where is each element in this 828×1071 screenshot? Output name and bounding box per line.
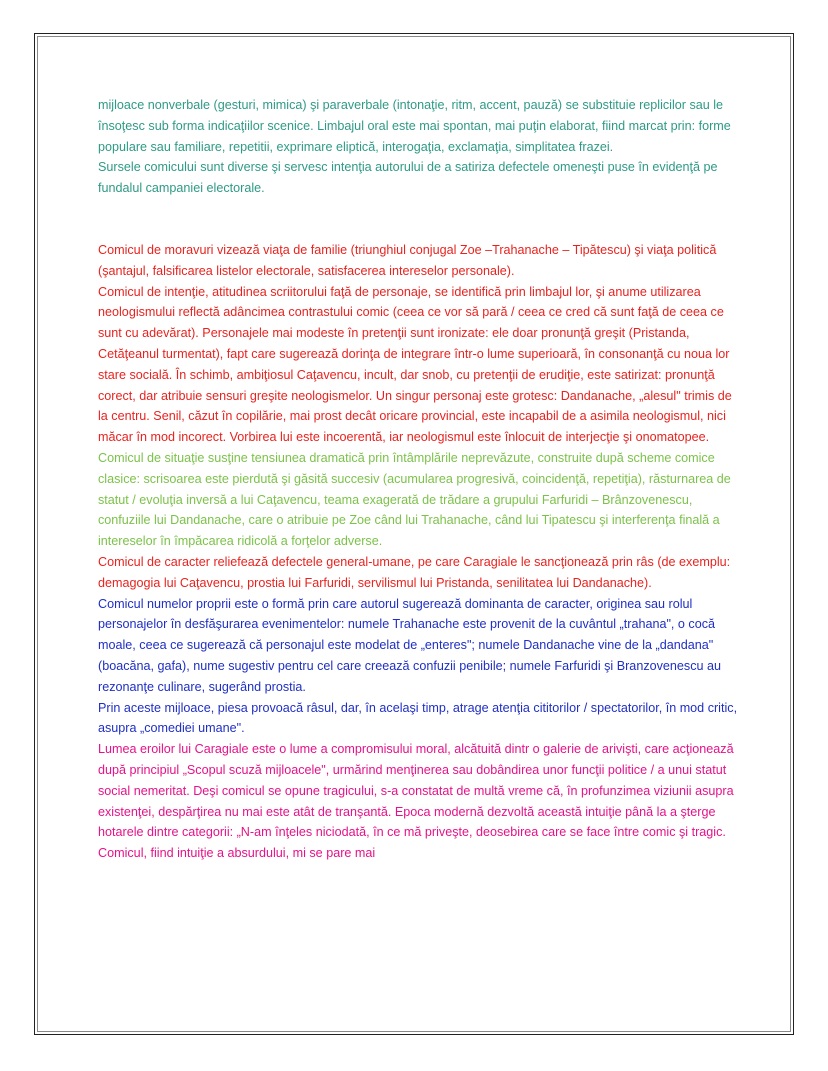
magenta-section bbox=[98, 739, 738, 864]
green-section bbox=[98, 448, 738, 552]
section-gap bbox=[98, 199, 738, 240]
document-body bbox=[98, 95, 738, 864]
paragraph: Comicul de moravuri vizează viaţa de familie (triunghiul conjugal Zoe –Trahanache – Tipătescu) şi viaţa politică (şantajul, falsificarea listelor electorale, satisfacerea intereselor personale). bbox=[98, 242, 717, 278]
paragraph: Sursele comicului sunt diverse şi servesc intenţia autorului de a satiriza defectele omeneşti puse în evidenţă pe fundalul campaniei electorale. bbox=[98, 160, 718, 196]
paragraph: Lumea eroilor lui Caragiale este o lume a compromisului moral, alcătuită dintr o galerie de arivişti, care acţionează după principiul „Scopul scuză mijloacele", urmărind menţinerea sau dobândirea unor funcţii politice / a unui statut social nemeritat. Deşi comicul se opune tragicului, s-a constatat de multă vreme că, în profunzimea viziunii asupra existenţei, despărţirea nu mai este atât de tranşantă. Epoca modernă dezvoltă această intuiţie până la a şterge hotarele dintre categorii: „N-am înţeles niciodată, în ce mă priveşte, deosebirea care se face între comic şi tragic. Comicul, fiind intuiţie a absurdului, mi se pare mai bbox=[98, 742, 734, 861]
red-section bbox=[98, 240, 738, 448]
paragraph: mijloace nonverbale (gesturi, mimica) şi paraverbale (intonaţie, ritm, accent, pauză) se substituie replicilor sau le însoţesc sub forma indicaţiilor scenice. Limbajul oral este mai spontan, mai puţin elaborat, fiind marcat prin: forme populare sau familiare, repetitii, exprimare eliptică, interogaţia, exclamaţia, simplitatea frazei. bbox=[98, 98, 731, 154]
paragraph: Comicul de caracter reliefează defectele general-umane, pe care Caragiale le sancţionează prin râs (de exemplu: demagogia lui Caţavencu, prostia lui Farfuridi, servilismul lui Pristanda, senilitatea lui Dandanache). bbox=[98, 554, 731, 590]
blue-section bbox=[98, 594, 738, 740]
paragraph: Comicul de intenţie, atitudinea scriitorului faţă de personaje, se identifică prin limbajul lor, şi anume utilizarea neologismului reflectă adâncimea contrastului comic (ceea ce vor să pară / ceea ce cred că sunt faţă de ceea ce sunt cu adevărat). Personajele mai modeste în pretenţii sunt ironizate: ele doar pronunţă greşit (Pristanda, Cetăţeanul turmentat), fapt care sugerează dorinţa de integrare într-o lume superioară, în consonanţă cu noua lor stare socială. În schimb, ambiţiosul Caţavencu, incult, dar snob, cu pretenţii de erudiţie, este satirizat: pronunţă corect, dar atribuie sensuri greşite neologismelor. Un singur personaj este grotesc: Dandanache, „alesul" trimis de la centru. Senil, căzut în copilărie, mai prost decât oricare provincial, este incapabil de a asimila neologismul, nici măcar în mod incorect. Vorbirea lui este incoerentă, iar neologismul este înlocuit de interjecţie şi onomatopee. bbox=[98, 284, 732, 445]
paragraph: Comicul de situaţie susţine tensiunea dramatică prin întâmplările neprevăzute, construite după scheme comice clasice: scrisoarea este pierdută şi găsită succesiv (acumularea progresivă, coincidenţă, repetiţia), răsturnarea de statut / evoluţia inversă a lui Caţavencu, teama exagerată de trădare a grupului Farfuridi – Brânzovenescu, confuziile lui Dandanache, care o atribuie pe Zoe când lui Trahanache, când lui Tipatescu şi interferenţa finală a intereselor în împăcarea ridicolă a forţelor adverse. bbox=[98, 450, 731, 549]
paragraph: Comicul numelor proprii este o formă prin care autorul sugerează dominanta de caracter, originea sau rolul personajelor în desfăşurarea evenimentelor: numele Trahanache este provenit de la cuvântul „trahana", o cocă moale, ceea ce sugerează că personajul este modelat de „enteres"; numele Dandanache vine de la „dandana" (boacăna, gafa), nume sugestiv pentru cel care creează confuzii penibile; numele Farfuridi şi Branzovenescu au rezonanţe culinare, sugerând prostia. bbox=[98, 596, 722, 694]
teal-section bbox=[98, 95, 738, 199]
red-section-2 bbox=[98, 552, 738, 594]
paragraph: Prin aceste mijloace, piesa provoacă râsul, dar, în acelaşi timp, atrage atenţia cititorilor / spectatorilor, în mod critic, asupra „comediei umane". bbox=[98, 700, 738, 736]
